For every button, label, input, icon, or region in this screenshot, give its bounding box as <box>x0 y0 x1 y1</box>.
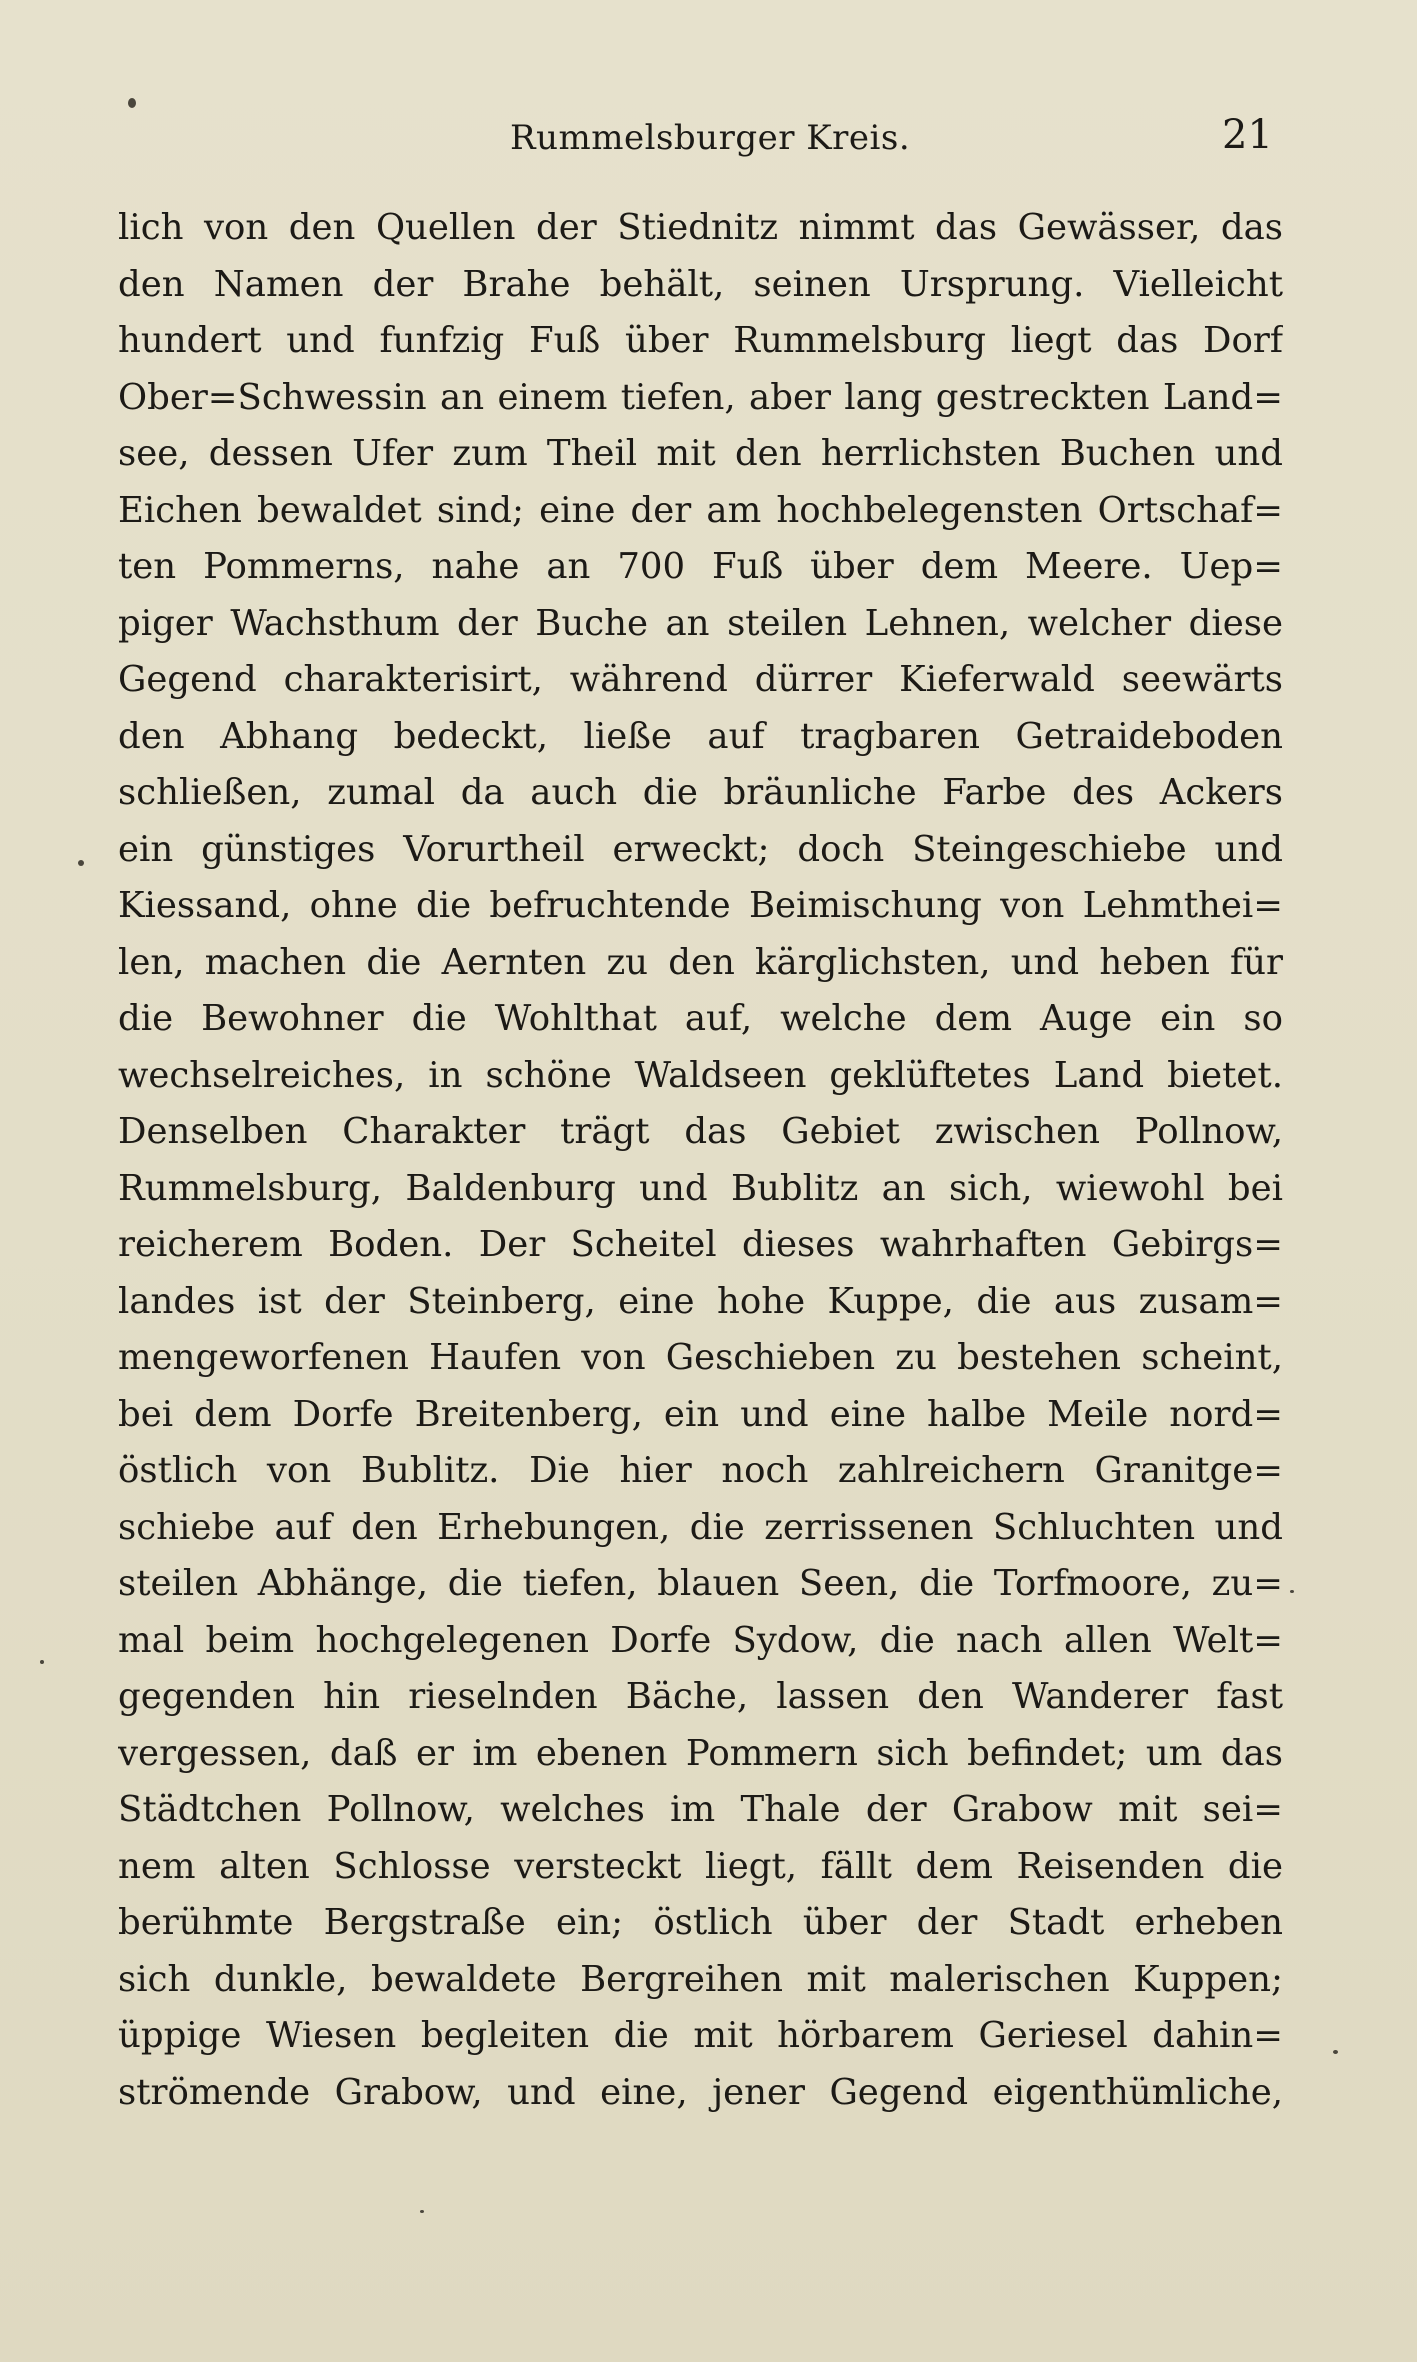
text-line: mal beim hochgelegenen Dorfe Sydow, die nach allen Welt= <box>118 1619 1283 1661</box>
paper-speck <box>128 98 136 108</box>
text-line: landes ist der Steinberg, eine hohe Kuppe, die aus zusam= <box>118 1280 1283 1322</box>
text-line: östlich von Bublitz. Die hier noch zahlreichern Granitge= <box>118 1450 1283 1491</box>
text-line: Städtchen Pollnow, welches im Thale der Grabow mit sei= <box>118 1789 1283 1830</box>
text-line: Gegend charakterisirt, während dürrer Kieferwald seewärts <box>118 659 1283 700</box>
text-line: vergessen, daß er im ebenen Pommern sich befindet; um das <box>118 1732 1283 1774</box>
text-line: Eichen bewaldet sind; eine der am hochbelegensten Ortschaf= <box>118 489 1283 531</box>
text-line: see, dessen Ufer zum Theil mit den herrlichsten Buchen und <box>118 433 1283 474</box>
text-line: mengeworfenen Haufen von Geschieben zu bestehen scheint, <box>118 1337 1283 1378</box>
text-line: ein günstiges Vorurtheil erweckt; doch Steingeschiebe und <box>118 828 1283 870</box>
text-line: len, machen die Aernten zu den kärglichsten, und heben für <box>118 941 1283 983</box>
text-line: schiebe auf den Erhebungen, die zerrissenen Schluchten und <box>118 1506 1283 1548</box>
text-line: gegenden hin rieselnden Bäche, lassen den Wanderer fast <box>118 1676 1283 1717</box>
text-line: steilen Abhänge, die tiefen, blauen Seen, die Torfmoore, zu= <box>118 1563 1283 1604</box>
text-line: Ober=Schwessin an einem tiefen, aber lang gestreckten Land= <box>118 376 1283 418</box>
paper-speck <box>78 860 84 866</box>
paper-speck <box>1290 1590 1294 1593</box>
text-line: nem alten Schlosse versteckt liegt, fällt dem Reisenden die <box>118 1845 1283 1887</box>
running-title: Rummelsburger Kreis. <box>510 118 911 158</box>
text-line: lich von den Quellen der Stiednitz nimmt das Gewässer, das <box>118 207 1283 248</box>
text-line: Kiessand, ohne die befruchtende Beimischung von Lehmthei= <box>118 885 1283 926</box>
body-text <box>118 200 1283 2121</box>
text-line: berühmte Bergstraße ein; östlich über der Stadt erheben <box>118 1902 1283 1943</box>
paper-speck <box>40 1660 44 1664</box>
text-line: ten Pommerns, nahe an 700 Fuß über dem Meere. Uep= <box>118 546 1283 587</box>
text-line: strömende Grabow, und eine, jener Gegend eigenthümliche, <box>118 2071 1283 2113</box>
text-line: üppige Wiesen begleiten die mit hörbarem Geriesel dahin= <box>118 2015 1283 2056</box>
text-line: wechselreiches, in schöne Waldseen geklüftetes Land bietet. <box>118 1054 1283 1096</box>
text-line: die Bewohner die Wohlthat auf, welche dem Auge ein so <box>118 998 1283 1039</box>
text-line: piger Wachsthum der Buche an steilen Lehnen, welcher diese <box>118 602 1283 644</box>
text-line: schließen, zumal da auch die bräunliche Farbe des Ackers <box>118 772 1283 813</box>
text-line: den Namen der Brahe behält, seinen Ursprung. Vielleicht <box>118 263 1283 305</box>
text-line: Rummelsburg, Baldenburg und Bublitz an sich, wiewohl bei <box>118 1167 1283 1209</box>
text-line: reicherem Boden. Der Scheitel dieses wahrhaften Gebirgs= <box>118 1224 1283 1265</box>
text-line: bei dem Dorfe Breitenberg, ein und eine halbe Meile nord= <box>118 1393 1283 1435</box>
text-line: sich dunkle, bewaldete Bergreihen mit malerischen Kuppen; <box>118 1958 1283 2000</box>
text-line: Denselben Charakter trägt das Gebiet zwischen Pollnow, <box>118 1111 1283 1152</box>
paper-speck <box>420 2210 424 2213</box>
paper-speck <box>1333 2050 1338 2054</box>
page-number: 21 <box>1222 112 1273 158</box>
text-line: hundert und funfzig Fuß über Rummelsburg liegt das Dorf <box>118 320 1283 361</box>
text-line: den Abhang bedeckt, ließe auf tragbaren Getraideboden <box>118 715 1283 757</box>
